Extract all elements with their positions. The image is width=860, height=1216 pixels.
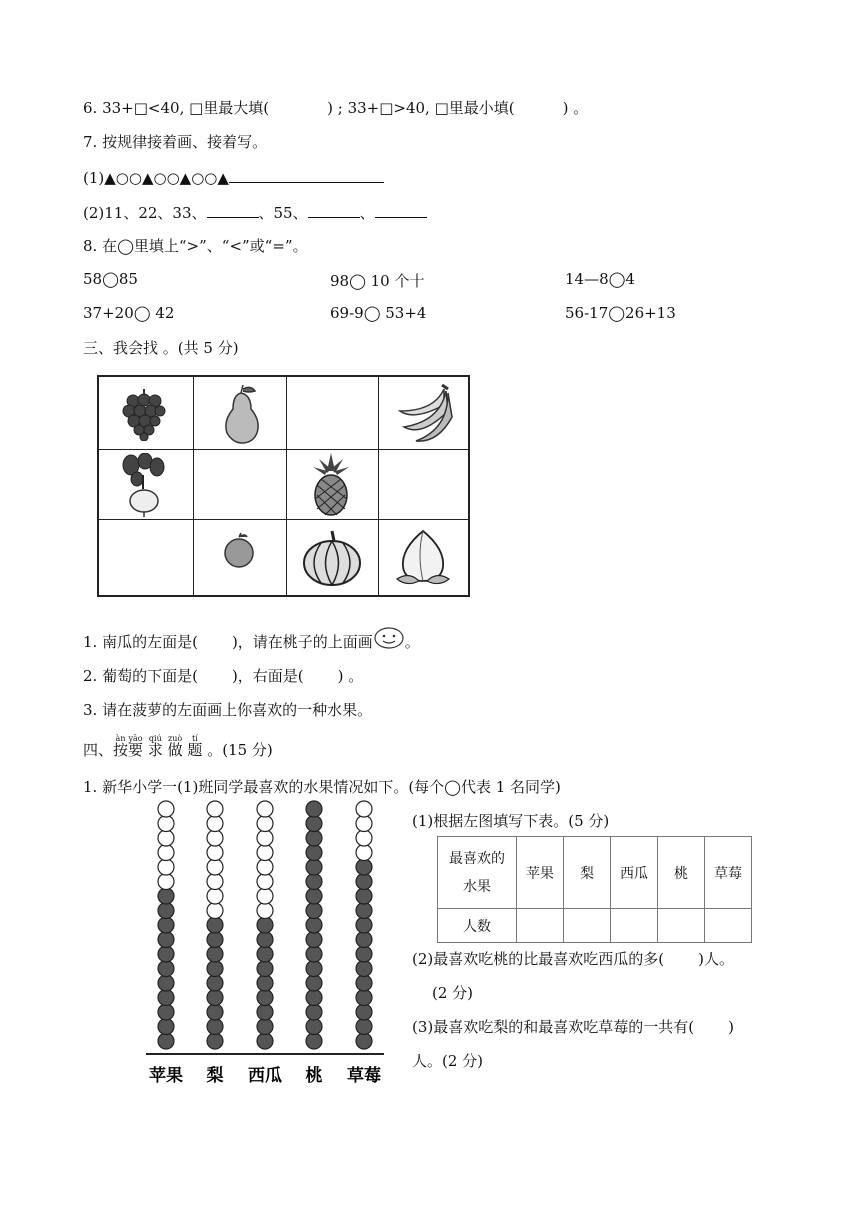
ruby-char: tí 题 [187, 734, 203, 759]
section-4-question-1: 1. 新华小学一(1)班同学最喜欢的水果情况如下。(每个◯代表 1 名同学) [83, 778, 561, 796]
compare-item: 56-17◯26+13 [565, 304, 676, 322]
category-label: 草莓 [347, 1066, 381, 1086]
filled-circle [207, 932, 223, 948]
filled-circle [356, 859, 372, 875]
ruby-char: qiú 求 [147, 734, 163, 759]
table-row-label: 人数 [438, 909, 517, 943]
filled-circle [207, 917, 223, 933]
filled-circle [306, 1033, 322, 1049]
filled-circle [356, 990, 372, 1006]
filled-circle [158, 888, 174, 904]
filled-circle [257, 1004, 273, 1020]
filled-circle [306, 1019, 322, 1035]
empty-circle [257, 801, 273, 817]
compare-item: 14—8◯4 [565, 270, 635, 288]
filled-circle [158, 946, 174, 962]
filled-circle [207, 1033, 223, 1049]
filled-circle [356, 975, 372, 991]
table-header-cell: 最喜欢的 水果 [438, 837, 517, 909]
section-3-question-2: 2. 葡萄的下面是( )，右面是( ) 。 [83, 667, 364, 685]
sub-question-2-score: (2 分) [432, 984, 474, 1002]
ruby-char: zuò 做 [167, 734, 183, 759]
empty-circle [158, 859, 174, 875]
banana-icon [394, 381, 456, 445]
filled-circle [306, 830, 322, 846]
filled-circle [257, 932, 273, 948]
filled-circle [356, 961, 372, 977]
sub-question-3: (3)最喜欢吃梨的和最喜欢吃草莓的一共有( ) [412, 1018, 734, 1036]
filled-circle [207, 990, 223, 1006]
radish-icon [117, 453, 172, 517]
empty-circle [356, 816, 372, 832]
filled-circle [158, 917, 174, 933]
filled-circle [158, 961, 174, 977]
section-4-title: 四、 àn 按 yāo 要 qiú 求 zuò 做 tí 题 。(15 分) [83, 734, 273, 759]
sub-question-1: (1)根据左图填写下表。(5 分) [412, 812, 610, 830]
fruit-table [437, 836, 752, 943]
filled-circle [207, 975, 223, 991]
table-fruit-cell: 西瓜 [611, 837, 658, 909]
grape-icon [119, 385, 169, 441]
filled-circle [356, 1019, 372, 1035]
filled-circle [356, 932, 372, 948]
filled-circle [257, 1019, 273, 1035]
empty-circle [158, 801, 174, 817]
section-3-title: 三、我会找 。(共 5 分) [83, 339, 239, 357]
answer-blank[interactable] [375, 203, 427, 218]
question-7-title: 7. 按规律接着画、接着写。 [83, 133, 268, 151]
empty-circle [207, 816, 223, 832]
pear-icon [217, 383, 267, 445]
question-6: 6. 33+□<40, □里最大填( ) ; 33+□>40, □里最小填( ) 。 [83, 99, 589, 117]
filled-circle [306, 961, 322, 977]
empty-circle [207, 845, 223, 861]
filled-circle [356, 1004, 372, 1020]
filled-circle [356, 917, 372, 933]
empty-circle [158, 874, 174, 890]
filled-circle [306, 903, 322, 919]
filled-circle [257, 961, 273, 977]
category-label: 桃 [305, 1066, 323, 1086]
smiley-icon [373, 626, 405, 650]
peach-icon [391, 525, 455, 591]
compare-item: 69-9◯ 53+4 [330, 304, 427, 322]
empty-circle [356, 830, 372, 846]
question-8-title: 8. 在◯里填上“>”、“<”或“=”。 [83, 237, 308, 255]
table-answer-cell[interactable] [658, 909, 705, 943]
empty-circle [257, 816, 273, 832]
empty-circle [257, 903, 273, 919]
filled-circle [158, 1004, 174, 1020]
empty-circle [207, 859, 223, 875]
filled-circle [306, 917, 322, 933]
filled-circle [158, 990, 174, 1006]
pumpkin-icon [301, 527, 363, 589]
table-answer-cell[interactable] [705, 909, 752, 943]
filled-circle [257, 990, 273, 1006]
question-7-sub2: (2)11、22、33、 、55、 、 [83, 203, 427, 223]
filled-circle [306, 874, 322, 890]
filled-circle [356, 888, 372, 904]
filled-circle [306, 816, 322, 832]
filled-circle [158, 1019, 174, 1035]
section-3-question-1: 1. 南瓜的左面是( )，请在桃子的上面画 。 [83, 632, 420, 652]
filled-circle [356, 1033, 372, 1049]
filled-circle [306, 975, 322, 991]
filled-circle [306, 932, 322, 948]
question-7-sub1: (1)▲○○▲○○▲○○▲ [83, 168, 384, 188]
table-fruit-cell: 桃 [658, 837, 705, 909]
filled-circle [158, 903, 174, 919]
filled-circle [306, 859, 322, 875]
empty-circle [207, 801, 223, 817]
ruby-char: àn 按 [113, 734, 129, 759]
filled-circle [306, 1004, 322, 1020]
filled-circle [356, 874, 372, 890]
section-3-question-3: 3. 请在菠萝的左面画上你喜欢的一种水果。 [83, 701, 373, 719]
circle-chart [140, 796, 390, 1092]
empty-circle [257, 874, 273, 890]
empty-circle [257, 888, 273, 904]
sub-question-2: (2)最喜欢吃桃的比最喜欢吃西瓜的多( )人。 [412, 950, 734, 968]
empty-circle [207, 874, 223, 890]
compare-item: 37+20◯ 42 [83, 304, 175, 322]
ruby-char: yāo 要 [128, 734, 144, 759]
filled-circle [306, 888, 322, 904]
pineapple-icon [309, 451, 353, 517]
filled-circle [306, 845, 322, 861]
compare-item: 58◯85 [83, 270, 138, 288]
filled-circle [207, 946, 223, 962]
category-label: 梨 [206, 1066, 224, 1086]
empty-circle [207, 830, 223, 846]
category-label: 苹果 [149, 1066, 183, 1086]
filled-circle [306, 801, 322, 817]
table-fruit-cell: 梨 [564, 837, 611, 909]
table-answer-cell[interactable] [517, 909, 564, 943]
table-fruit-cell: 草莓 [705, 837, 752, 909]
filled-circle [158, 932, 174, 948]
empty-circle [257, 830, 273, 846]
filled-circle [158, 975, 174, 991]
empty-circle [207, 903, 223, 919]
answer-blank[interactable] [229, 168, 384, 183]
empty-circle [257, 859, 273, 875]
filled-circle [207, 1004, 223, 1020]
filled-circle [306, 990, 322, 1006]
fruit-grid [97, 375, 470, 597]
empty-circle [158, 816, 174, 832]
filled-circle [257, 975, 273, 991]
compare-item: 98◯ 10 个十 [330, 272, 425, 290]
filled-circle [356, 946, 372, 962]
orange-icon [221, 531, 257, 569]
filled-circle [207, 961, 223, 977]
filled-circle [356, 903, 372, 919]
category-label: 西瓜 [248, 1066, 282, 1086]
table-fruit-cell: 苹果 [517, 837, 564, 909]
table-answer-cell[interactable] [611, 909, 658, 943]
empty-circle [356, 845, 372, 861]
filled-circle [207, 1019, 223, 1035]
filled-circle [257, 1033, 273, 1049]
sub-question-3-line2: 人。(2 分) [412, 1052, 484, 1070]
filled-circle [257, 946, 273, 962]
empty-circle [207, 888, 223, 904]
answer-blank[interactable] [207, 203, 259, 218]
filled-circle [257, 917, 273, 933]
answer-blank[interactable] [308, 203, 360, 218]
filled-circle [158, 1033, 174, 1049]
table-answer-cell[interactable] [564, 909, 611, 943]
empty-circle [158, 830, 174, 846]
empty-circle [158, 845, 174, 861]
filled-circle [306, 946, 322, 962]
empty-circle [356, 801, 372, 817]
empty-circle [257, 845, 273, 861]
